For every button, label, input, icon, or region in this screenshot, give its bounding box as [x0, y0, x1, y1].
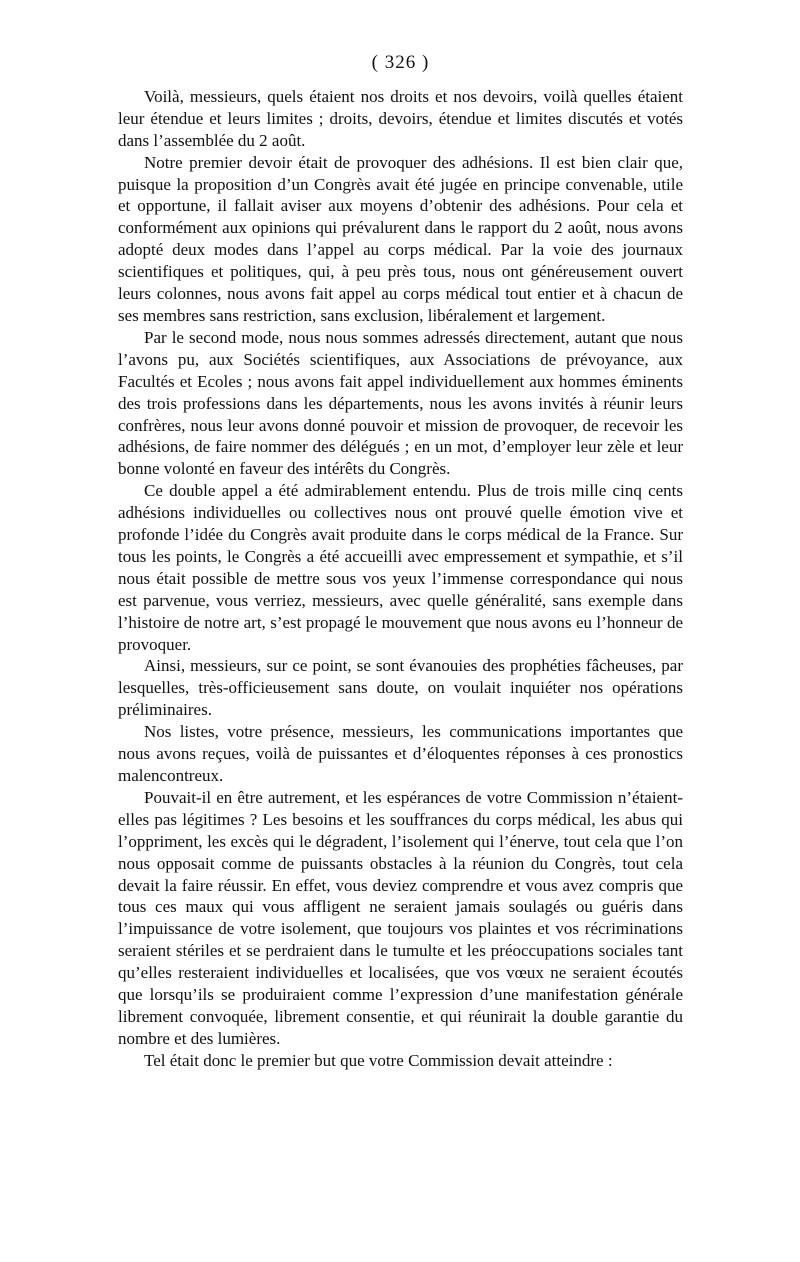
paragraph-4: Ce double appel a été admirablement entendu. Plus de trois mille cinq cents adhésions individuelles ou collectives nous ont prouvé quelle émotion vive et profonde l’idée du Congrès avait produite dans le corps médical de la France. Sur tous les points, le Congrès a été accueilli avec empressement et sympathie, et s’il nous était possible de mettre sous vos yeux l’immense correspondance qui nous est parvenue, vous verriez, messieurs, avec quelle généralité, sans exemple dans l’histoire de notre art, s’est propagé le mouvement que nous avons eu l’honneur de provoquer.	[118, 481, 683, 654]
document-page	[118, 52, 683, 1072]
paragraph-3: Par le second mode, nous nous sommes adressés directement, autant que nous l’avons pu, aux Sociétés scientifiques, aux Associations de prévoyance, aux Facultés et Ecoles ; nous avons fait appel individuellement aux hommes éminents des trois professions dans les départements, nous les avons invités à réunir leurs confrères, nous leur avons donné pouvoir et mission de provoquer, de recevoir les adhésions, de faire nommer des délégués ; en un mot, d’employer leur zèle et leur bonne volonté en faveur des intérêts du Congrès.	[118, 327, 683, 479]
paragraph-7: Pouvait-il en être autrement, et les espérances de votre Commission n’étaient-elles pas légitimes ? Les besoins et les souffrances du corps médical, les abus qui l’oppriment, les excès qui le dégradent, l’isolement qui l’énerve, tout cela que l’on nous opposait comme de puissants obstacles à la réunion du Congrès, tout cela devait la faire réussir. En effet, vous deviez comprendre et vous avez compris que tous ces maux qui vous affligent ne seraient jamais soulagés ou guéris dans l’impuissance de votre isolement, que toujours vos plaintes et vos récriminations seraient stériles et se perdraient dans le tumulte et les préoccupations sociales tant qu’elles resteraient individuelles et localisées, que vos vœux ne seraient écoutés que lorsqu’ils se produiraient comme l’expression d’une manifestation générale librement convoquée, librement consentie, et qui réunirait la double garantie du nombre et des lumières.	[118, 787, 683, 1048]
paragraph-8: Tel était donc le premier but que votre Commission devait atteindre :	[144, 1050, 613, 1070]
paragraph-6: Nos listes, votre présence, messieurs, les communications importantes que nous avons reçues, voilà de puissantes et d’éloquentes réponses à ces pronostics malencontreux.	[118, 722, 683, 785]
paragraph-1: Voilà, messieurs, quels étaient nos droits et nos devoirs, voilà quelles étaient leur étendue et leurs limites ; droits, devoirs, étendue et limites discutés et votés dans l’assemblée du 2 août.	[118, 86, 683, 150]
page-number: ( 326 )	[371, 52, 430, 73]
paragraph-5: Ainsi, messieurs, sur ce point, se sont évanouies des prophéties fâcheuses, par lesquelles, très-officieusement sans doute, on voulait inquiéter nos opérations préliminaires.	[118, 656, 683, 720]
paragraph-2: Notre premier devoir était de provoquer des adhésions. Il est bien clair que, puisque la proposition d’un Congrès avait été jugée en principe convenable, utile et opportune, il fallait aviser aux moyens d’obtenir des adhésions. Pour cela et conformément aux opinions qui prévalurent dans le rapport du 2 août, nous avons adopté deux modes dans l’appel au corps médical. Par la voie des journaux scientifiques et politiques, qui, à peu près tous, nous ont généreusement ouvert leurs colonnes, nous avons fait appel au corps médical tout entier et à chacun de ses membres sans restriction, sans exclusion, libéralement et largement.	[118, 152, 683, 325]
